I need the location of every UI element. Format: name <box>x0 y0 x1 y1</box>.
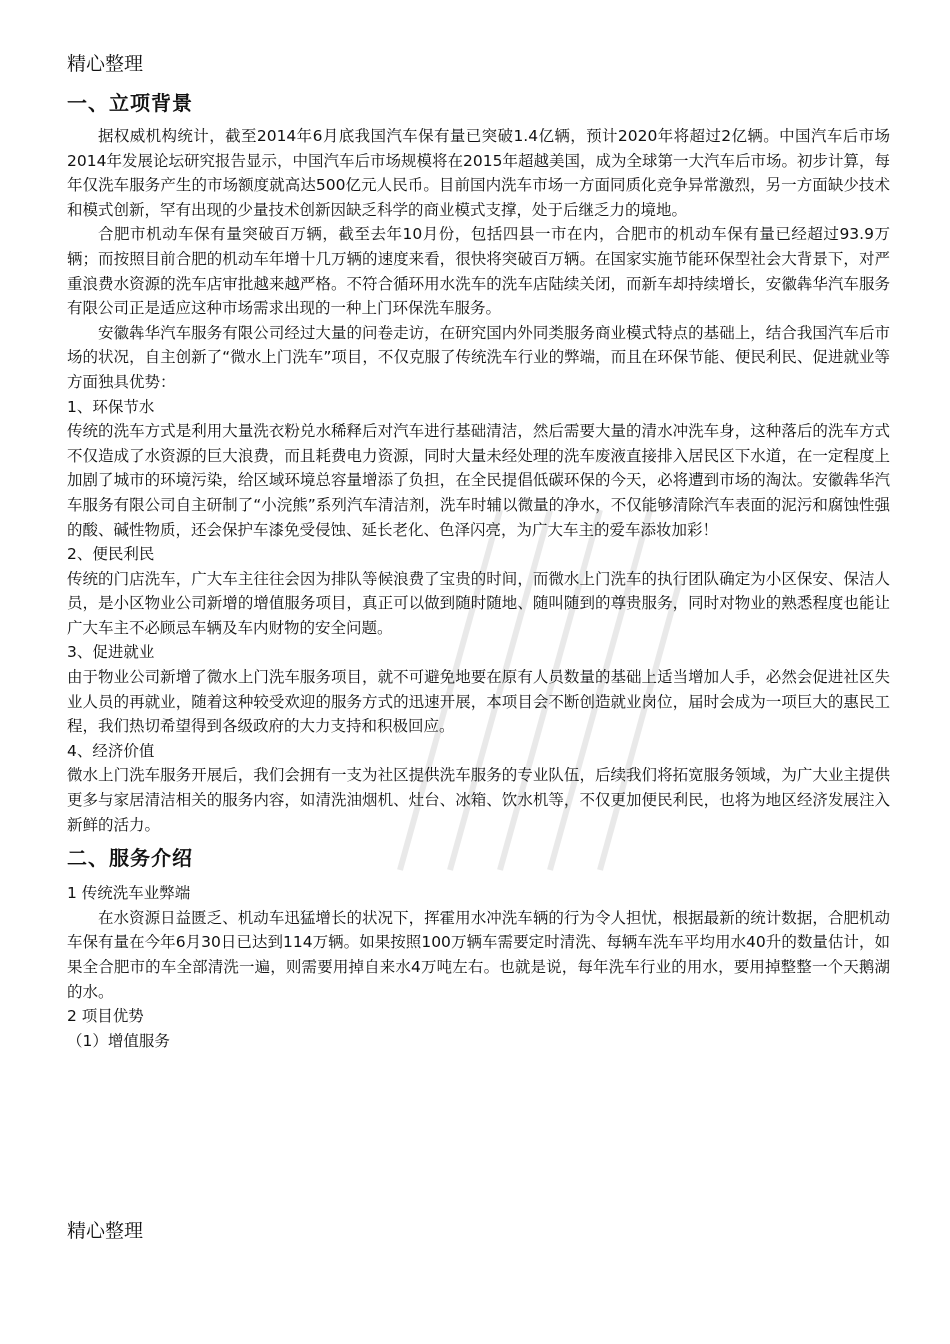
paragraph: 据权威机构统计，截至2014年6月底我国汽车保有量已突破1.4亿辆，预计2020年将超过2亿辆。中国汽车后市场2014年发展论坛研究报告显示，中国汽车后市场规模将在2015年超越美国，成为全球第一大汽车后市场。初步计算，每年仅洗车服务产生的市场额度就高达500亿元人民币。目前国内洗车市场一方面同质化竞争异常激烈，另一方面缺少技术和模式创新，罕有出现的少量技术创新因缺乏科学的商业模式支撑，处于后继乏力的境地。 <box>67 127 890 219</box>
item-text-economic-value: 微水上门洗车服务开展后，我们会拥有一支为社区提供洗车服务的专业队伍，后续我们将拓宽服务领域，为广大业主提供更多与家居清洁相关的服务内容，如清洗油烟机、灶台、冰箱、饮水机等，不仅更加便民利民，也将为地区经济发展注入新鲜的活力。 <box>67 766 890 834</box>
subsection-heading-drawbacks: 1 传统洗车业弊端 <box>67 884 191 903</box>
section-title-service: 二、服务介绍 <box>67 846 193 871</box>
item-text-convenience: 传统的门店洗车，广大车主往往会因为排队等候浪费了宝贵的时间，而微水上门洗车的执行团队确定为小区保安、保洁人员，是小区物业公司新增的增值服务项目，真正可以做到随时随地、随叫随到的尊贵服务，同时对物业的熟悉程度也能让广大车主不必顾忌车辆及车内财物的安全问题。 <box>67 569 890 637</box>
item-heading-employment: 3、促进就业 <box>67 643 155 662</box>
subsection-text-drawbacks: 在水资源日益匮乏、机动车迅猛增长的状况下，挥霍用水冲洗车辆的行为令人担忧，根据最新的统计数据，合肥机动车保有量在今年6月30日已达到114万辆。如果按照100万辆车需要定时清洗、每辆车洗车平均用水40升的数量估计，如果全合肥市的车全部清洗一遍，则需要用掉自来水4万吨左右。也就是说，每年洗车行业的用水，要用掉整整一个天鹅湖的水。 <box>67 908 890 1001</box>
item-heading-convenience: 2、便民利民 <box>67 545 155 564</box>
item-heading-economic-value: 4、经济价值 <box>67 741 155 760</box>
subsection-heading-advantages: 2 项目优势 <box>67 1007 144 1026</box>
paragraph: 合肥市机动车保有量突破百万辆，截至去年10月份，包括四县一市在内，合肥市的机动车保有量已经超过93.9万辆；而按照目前合肥的机动车年增十几万辆的速度来看，很快将突破百万辆。在国家实施节能环保型社会大背景下，对严重浪费水资源的洗车店审批越来越严格。不符合循环用水洗车的洗车店陆续关闭，而新车却持续增长，安徽犇华汽车服务有限公司正是适应这种市场需求出现的一种上门环保洗车服务。 <box>67 225 890 318</box>
document-body <box>67 88 890 1053</box>
paragraph: 安徽犇华汽车服务有限公司经过大量的问卷走访，在研究国内外同类服务商业模式特点的基础上，结合我国汽车后市场的状况，自主创新了“微水上门洗车”项目，不仅克服了传统洗车行业的弊端，而且在环保节能、便民利民、促进就业等方面独具优势： <box>67 323 890 391</box>
item-heading-water-saving: 1、环保节水 <box>67 397 155 416</box>
subsection-item-value-added: （1）增值服务 <box>67 1031 170 1050</box>
footer-note: 精心整理 <box>67 1220 144 1242</box>
item-text-employment: 由于物业公司新增了微水上门洗车服务项目，就不可避免地要在原有人员数量的基础上适当增加人手，必然会促进社区失业人员的再就业，随着这种较受欢迎的服务方式的迅速开展，本项目会不断创造就业岗位，届时会成为一项巨大的惠民工程，我们热切希望得到各级政府的大力支持和积极回应。 <box>67 668 890 736</box>
section-title-background: 一、立项背景 <box>67 91 193 115</box>
header-note: 精心整理 <box>67 53 144 75</box>
item-text-water-saving: 传统的洗车方式是利用大量洗衣粉兑水稀释后对汽车进行基础清洁，然后需要大量的清水冲洗车身，这种落后的洗车方式不仅造成了水资源的巨大浪费，而且耗费电力资源，同时大量未经处理的洗车废液直接排入居民区下水道，在一定程度上加剧了城市的环境污染，给区域环境总容量增添了负担，在全民提倡低碳环保的今天，必将遭到市场的淘汰。安徽犇华汽车服务有限公司自主研制了“小浣熊”系列汽车清洁剂，洗车时辅以微量的净水，不仅能够清除汽车表面的泥污和腐蚀性强的酸、碱性物质，还会保护车漆免受侵蚀、延长老化、色泽闪亮，为广大车主的爱车添妆加彩！ <box>67 422 890 539</box>
